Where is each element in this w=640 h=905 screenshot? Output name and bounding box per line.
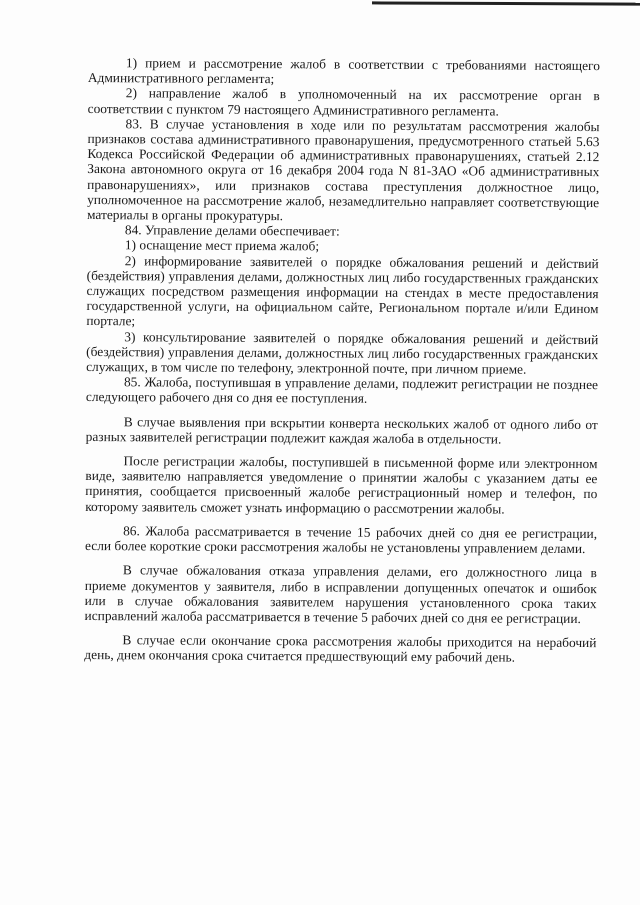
paragraph-84-item-1: 1) оснащение мест приема жалоб; [124, 237, 320, 254]
paragraph-85-notification: После регистрации жалобы, поступившей в письменной форме или электронном виде, заявителю направляется уведомление о принятии жалобы с указанием даты ее принятия, сообщается присвоенный жалобе регистрационный номер и телефон, по которому заявитель сможет узнать информацию о рассмотрении жалобы. [85, 453, 598, 517]
paragraph-83: 83. В случае установления в ходе или по результатам рассмотрения жалобы признаков состава административного правонарушения, предусмотренного статьей 5.63 Кодекса Российской Федерации об административных правонарушениях, статьей 2.12 Закона автономного округа от 16 декабря 2004 года N 81-ЗАО «Об административных правонарушениях», или признаков состава преступления должностное лицо, уполномоченное на рассмотрение жалоб, незамедлительно направляет соответствующие материалы в органы прокуратуры. [86, 116, 600, 224]
paragraph-84: 84. Управление делами обеспечивает: [124, 222, 340, 239]
paragraph-item-2: 2) направление жалоб в уполномоченный на их рассмотрение орган в соответствии с пунктом 79 настоящего Административного регламента. [87, 85, 600, 119]
paragraph-86-refusal: В случае обжалования отказа управления делами, его должностного лица в приеме документов у заявителя, либо в исправлении допущенных опечаток и ошибок или в случае обжалования заявителем нарушения установленного срока таких исправлений жалоба рассматривается в течение 5 рабочих дней со дня ее регистрации. [84, 562, 597, 626]
paragraph-item-1: 1) прием и рассмотрение жалоб в соответствии с требованиями настоящего Административного регламента; [87, 55, 600, 87]
paragraph-84-item-2: 2) информирование заявителей о порядке обжалования решений и действий (бездействия) управления делами, должностных лиц либо государственных гражданских служащих посредством размещения информации на стендах в месте предоставления государственной услуги, на официальном сайте, Региональном портале и/или Едином портале; [86, 252, 599, 329]
header-rule [372, 1, 640, 5]
paragraph-85: 85. Жалоба, поступившая в управление делами, подлежит регистрации не позднее следующего рабочего дня со дня ее поступления. [85, 374, 599, 407]
paragraph-85-multiple-complaints: В случае выявления при вскрытии конверта нескольких жалоб от одного либо от разных заявителей регистрации подлежит каждая жалоба в отдельности. [85, 413, 598, 447]
document-body [84, 55, 600, 666]
paragraph-86: 86. Жалоба рассматривается в течение 15 рабочих дней со дня ее регистрации, если более короткие сроки рассмотрения жалобы не установлены управлением делами. [84, 523, 598, 557]
paragraph-86-nonworking-day: В случае если окончание срока рассмотрения жалобы приходится на нерабочий день, днем окончания срока считается предшествующий ему рабочий день. [84, 632, 597, 665]
paragraph-84-item-3: 3) консультирование заявителей о порядке обжалования решений и действий (бездействия) управления делами, должностных лиц либо государственных гражданских служащих, в том числе по телефону, электронной почте, при личном приеме. [86, 328, 599, 377]
